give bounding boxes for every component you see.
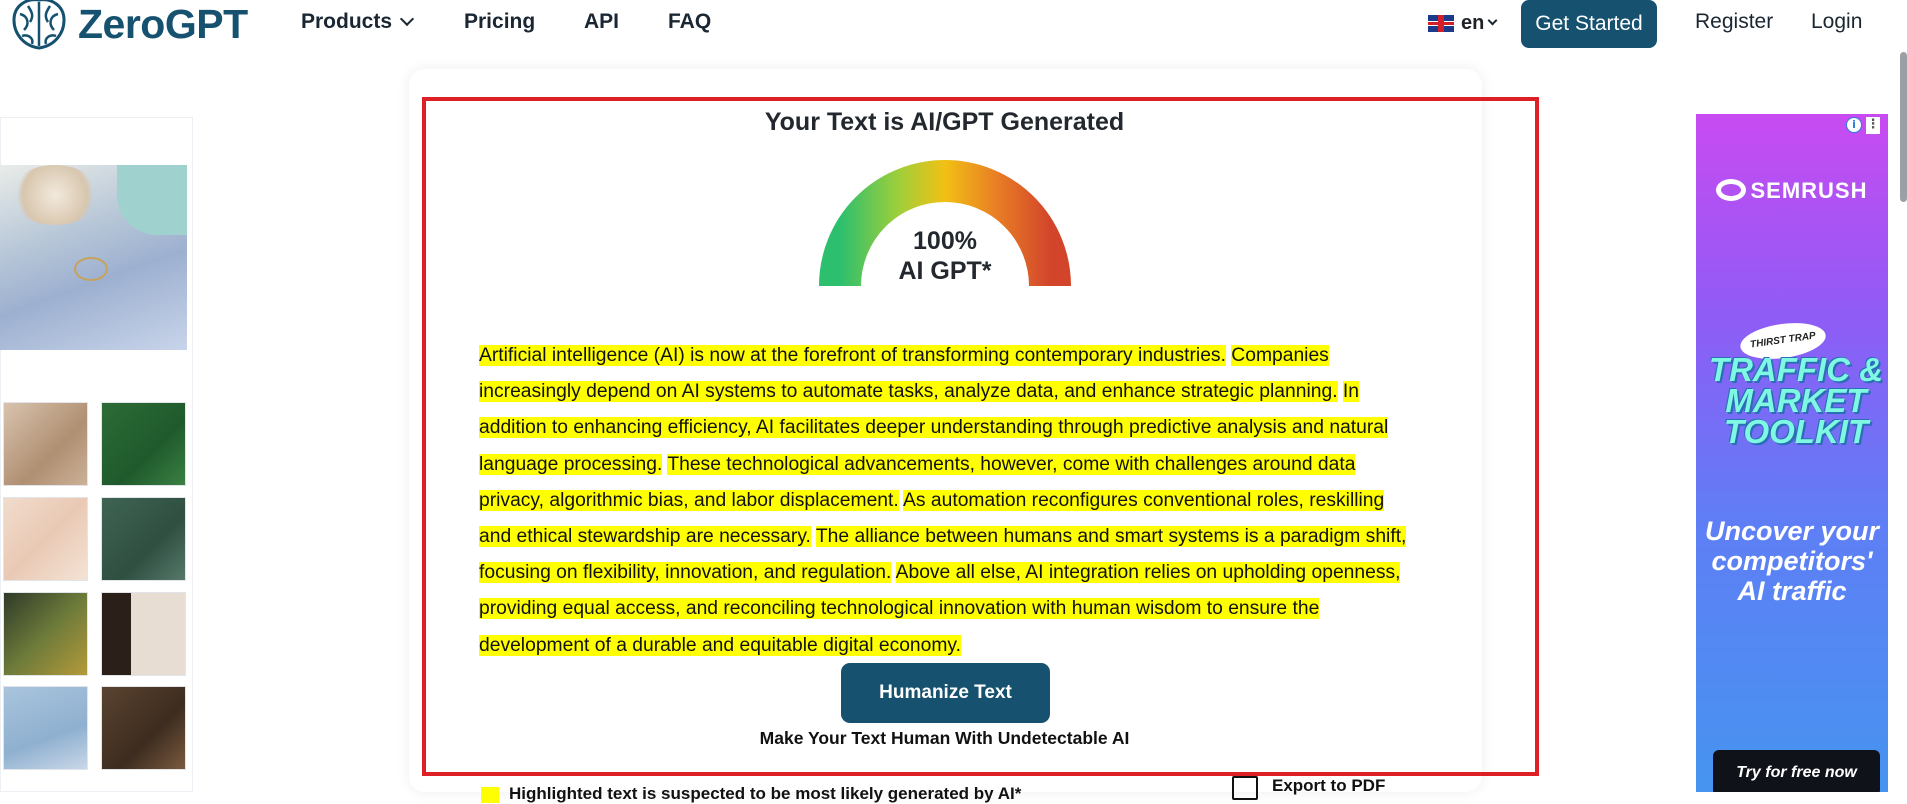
register-link[interactable]: Register: [1695, 10, 1774, 33]
logo-text: ZeroGPT: [78, 0, 248, 47]
product-thumbnail[interactable]: [3, 497, 88, 581]
highlighted-sentence: As automation reconfigures conventional roles, reskilling and ethical stewardship are necessary.: [479, 489, 1385, 548]
ad-headline: TRAFFIC & MARKET TOOLKIT: [1708, 351, 1884, 450]
result-title: Your Text is AI/GPT Generated: [764, 108, 1125, 136]
chevron-down-icon: [1488, 16, 1498, 26]
ad-brand-name: SEMRUSH: [1750, 178, 1868, 203]
ad-info-icon[interactable]: i: [1846, 117, 1862, 133]
ad-cta-button[interactable]: Try for free now: [1713, 750, 1880, 792]
highlighted-sentence: Artificial intelligence (AI) is now at the forefront of transforming contemporary industries.: [479, 345, 1226, 366]
product-thumbnail[interactable]: [101, 592, 186, 676]
ad-copy: Uncover your competitors' AI traffic: [1704, 516, 1880, 606]
export-label: Export to PDF: [1272, 776, 1386, 795]
humanize-caption: Make Your Text Human With Undetectable AI: [759, 728, 1130, 748]
gauge-percent: 100%: [913, 227, 977, 255]
top-navbar: [0, 0, 1907, 50]
highlighted-sentence: Above all else, AI integration relies on upholding openness, providing equal access, and reconciling technological innovation with human wisdom to ensure the development of a durable and equitable digital economy.: [479, 562, 1401, 656]
logo[interactable]: [6, 0, 248, 52]
chevron-down-icon: [400, 12, 414, 26]
highlighted-sentence: The alliance between humans and smart systems is a paradigm shift, focusing on flexibility, innovation, and regulation.: [479, 526, 1407, 584]
highlighted-sentence: In addition to enhancing efficiency, AI facilitates deeper understanding through predictive analysis and natural language processing.: [479, 381, 1389, 475]
product-thumbnail[interactable]: [3, 592, 88, 676]
semrush-ad[interactable]: [1696, 114, 1888, 792]
humanize-text-button[interactable]: Humanize Text: [841, 663, 1050, 723]
product-thumbnail[interactable]: [101, 402, 186, 486]
highlight-legend: [481, 784, 1021, 804]
product-thumbnail[interactable]: [101, 497, 186, 581]
semrush-logo-icon: [1716, 179, 1746, 201]
ad-badge: THIRST TRAP: [1738, 318, 1828, 364]
ad-menu-icon[interactable]: ⋮: [1866, 117, 1880, 132]
gauge-readout: [819, 226, 1071, 286]
document-icon: [1232, 776, 1258, 800]
page-scrollbar[interactable]: [1900, 52, 1907, 202]
export-pdf-button[interactable]: [1232, 776, 1385, 800]
analyzed-text: [479, 338, 1409, 664]
login-link[interactable]: Login: [1811, 10, 1863, 33]
language-code: en: [1461, 12, 1485, 34]
highlighted-sentence: These technological advancements, however, come with challenges around data privacy, algorithmic bias, and labor displacement.: [479, 453, 1356, 511]
legend-text: Highlighted text is suspected to be most likely generated by AI*: [509, 784, 1022, 803]
product-thumbnail[interactable]: [3, 402, 88, 486]
nav-pricing[interactable]: Pricing: [464, 10, 536, 33]
nav-products-label: Products: [301, 10, 393, 33]
nav-faq[interactable]: FAQ: [668, 10, 712, 33]
highlight-swatch: [481, 787, 499, 803]
product-thumbnail[interactable]: [101, 686, 186, 770]
nav-products[interactable]: [301, 10, 412, 34]
product-image-main[interactable]: [0, 165, 187, 350]
gauge-caption: AI GPT*: [898, 257, 992, 285]
brain-logo-icon: [6, 0, 72, 52]
get-started-button[interactable]: Get Started: [1521, 0, 1657, 48]
ad-brand: [1696, 178, 1888, 204]
product-thumbnail[interactable]: [3, 686, 88, 770]
nav-api[interactable]: API: [584, 10, 620, 33]
uk-flag-icon: [1428, 15, 1454, 32]
language-selector[interactable]: [1428, 12, 1496, 35]
highlighted-sentence: Companies increasingly depend on AI systems to automate tasks, analyze data, and enhance strategic planning.: [479, 345, 1338, 403]
